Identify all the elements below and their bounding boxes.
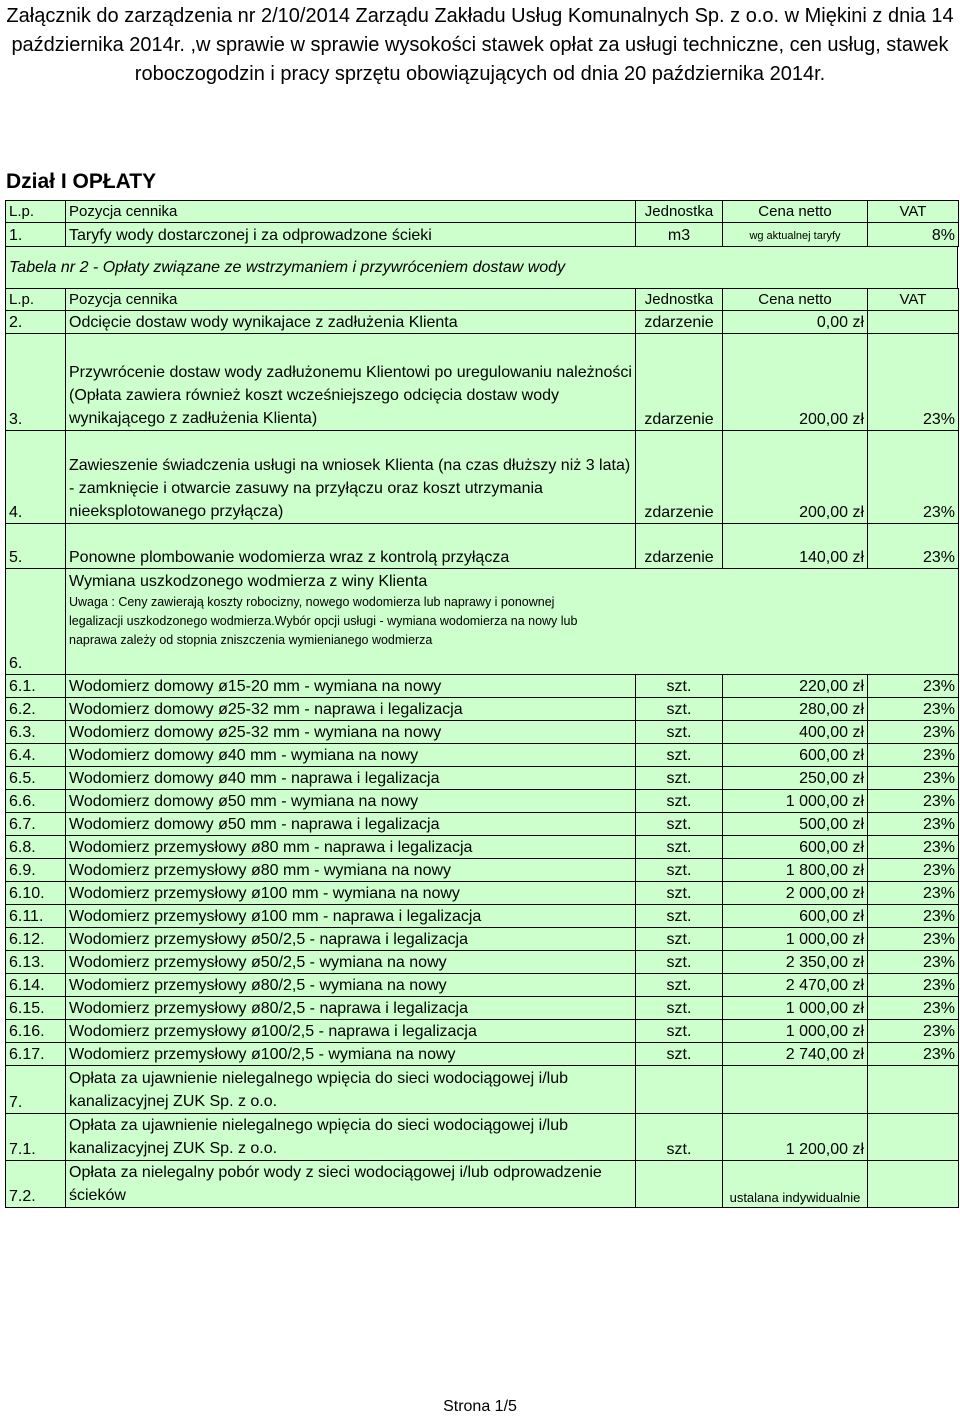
table-row	[6, 790, 959, 813]
cell-cena: 200,00 zł	[723, 431, 868, 524]
table-row	[6, 1114, 959, 1161]
section-heading: Dział I OPŁATY	[6, 170, 157, 193]
cell-vat: 23%	[868, 974, 959, 997]
cell-lp: 5.	[6, 524, 66, 569]
cell-jednostka	[636, 1161, 723, 1208]
cell-vat: 23%	[868, 882, 959, 905]
cell-jednostka: szt.	[636, 1114, 723, 1161]
table-row	[6, 997, 959, 1020]
cell-cena: 1 000,00 zł	[723, 928, 868, 951]
header-pozycja: Pozycja cennika	[66, 201, 636, 223]
cell-vat: 23%	[868, 836, 959, 859]
cell-pozycja	[66, 569, 959, 675]
table-row	[6, 951, 959, 974]
cell-lp: 6.2.	[6, 698, 66, 721]
cell-vat: 23%	[868, 928, 959, 951]
header-lp: L.p.	[6, 289, 66, 311]
cell-jednostka: szt.	[636, 836, 723, 859]
cell-jednostka: szt.	[636, 721, 723, 744]
table-row	[6, 974, 959, 997]
cell-lp: 6.16.	[6, 1020, 66, 1043]
cell-pozycja: Wodomierz przemysłowy ø80 mm - naprawa i legalizacja	[66, 836, 636, 859]
table-row	[6, 431, 959, 524]
cell-vat: 23%	[868, 951, 959, 974]
cell-cena: 2 350,00 zł	[723, 951, 868, 974]
cell-jednostka: szt.	[636, 951, 723, 974]
cell-vat: 23%	[868, 721, 959, 744]
cell-vat: 23%	[868, 744, 959, 767]
cell-cena: 1 800,00 zł	[723, 859, 868, 882]
cell-vat: 23%	[868, 859, 959, 882]
cell-pozycja: Przywrócenie dostaw wody zadłużonemu Klientowi po uregulowaniu należności (Opłata zawiera również koszt wcześniejszego odcięcia dostaw wody wynikającego z zadłużenia Klienta)	[66, 334, 636, 431]
table-row	[6, 1043, 959, 1066]
cell-pozycja: Wodomierz domowy ø40 mm - wymiana na nowy	[66, 744, 636, 767]
table-row	[6, 334, 959, 431]
cell-pozycja: Wodomierz przemysłowy ø100 mm - wymiana na nowy	[66, 882, 636, 905]
cell-cena: 0,00 zł	[723, 311, 868, 334]
cell-jednostka: szt.	[636, 675, 723, 698]
cell-vat: 23%	[868, 334, 959, 431]
table-2-caption	[5, 246, 958, 289]
cell-lp: 6.4.	[6, 744, 66, 767]
cell-vat: 23%	[868, 1020, 959, 1043]
table-row	[6, 524, 959, 569]
cell-lp: 6.10.	[6, 882, 66, 905]
cell-lp: 6.7.	[6, 813, 66, 836]
cell-pozycja: Zawieszenie świadczenia usługi na wniosek Klienta (na czas dłuższy niż 3 lata) - zamknięcie i otwarcie zasuwy na przyłączu oraz koszt utrzymania nieeksplotowanego przyłącza)	[66, 431, 636, 524]
table-row	[6, 1066, 959, 1114]
cell-lp: 6.	[6, 569, 66, 675]
cell-vat: 23%	[868, 905, 959, 928]
cell-pozycja: Wodomierz domowy ø50 mm - naprawa i legalizacja	[66, 813, 636, 836]
cell-cena: 600,00 zł	[723, 744, 868, 767]
cell-vat: 23%	[868, 431, 959, 524]
cell-cena: 1 000,00 zł	[723, 997, 868, 1020]
table-row	[6, 905, 959, 928]
cell-jednostka: szt.	[636, 1020, 723, 1043]
cell-pozycja: Wodomierz przemysłowy ø80/2,5 - wymiana na nowy	[66, 974, 636, 997]
page-number: Strona 1/5	[443, 1398, 517, 1415]
table-row	[6, 1020, 959, 1043]
table-row	[6, 223, 959, 247]
table-row	[6, 311, 959, 334]
cell-jednostka: zdarzenie	[636, 431, 723, 524]
cell-lp: 6.5.	[6, 767, 66, 790]
cell-cena: 200,00 zł	[723, 334, 868, 431]
cell-vat: 23%	[868, 767, 959, 790]
table-row	[6, 569, 959, 675]
row-6-title: Wymiana uszkodzonego wodmierza z winy Klienta	[69, 573, 428, 590]
cell-vat	[868, 1161, 959, 1208]
cell-cena: 220,00 zł	[723, 675, 868, 698]
cell-lp: 6.17.	[6, 1043, 66, 1066]
cell-lp: 3.	[6, 334, 66, 431]
cell-lp: 6.11.	[6, 905, 66, 928]
cell-cena: 400,00 zł	[723, 721, 868, 744]
cell-cena: 1 000,00 zł	[723, 790, 868, 813]
cell-lp: 7.2.	[6, 1161, 66, 1208]
table-row	[6, 836, 959, 859]
cell-lp: 6.1.	[6, 675, 66, 698]
cell-jednostka: szt.	[636, 928, 723, 951]
header-jednostka: Jednostka	[636, 289, 723, 311]
header-jednostka: Jednostka	[636, 201, 723, 223]
cell-jednostka: szt.	[636, 698, 723, 721]
cell-lp: 6.6.	[6, 790, 66, 813]
cell-cena: 600,00 zł	[723, 905, 868, 928]
cell-lp: 6.14.	[6, 974, 66, 997]
cell-cena: 1 200,00 zł	[723, 1114, 868, 1161]
cell-pozycja: Wodomierz przemysłowy ø50/2,5 - naprawa i legalizacja	[66, 928, 636, 951]
table-row	[6, 928, 959, 951]
cell-pozycja: Odcięcie dostaw wody wynikajace z zadłużenia Klienta	[66, 311, 636, 334]
table-row	[6, 859, 959, 882]
cell-lp: 6.15.	[6, 997, 66, 1020]
cell-cena: 140,00 zł	[723, 524, 868, 569]
table-row	[6, 698, 959, 721]
table-2	[5, 288, 959, 1208]
cell-pozycja: Wodomierz domowy ø25-32 mm - naprawa i legalizacja	[66, 698, 636, 721]
cell-vat: 23%	[868, 813, 959, 836]
header-vat: VAT	[868, 289, 959, 311]
cell-pozycja: Wodomierz przemysłowy ø80 mm - wymiana na nowy	[66, 859, 636, 882]
cell-jednostka: szt.	[636, 905, 723, 928]
cell-vat: 23%	[868, 997, 959, 1020]
table-row	[6, 744, 959, 767]
cell-cena: 250,00 zł	[723, 767, 868, 790]
table-2-caption-text: Tabela nr 2 - Opłaty związane ze wstrzymaniem i przywróceniem dostaw wody	[6, 247, 958, 289]
header-cena: Cena netto	[723, 289, 868, 311]
table-row	[6, 813, 959, 836]
cell-lp: 7.1.	[6, 1114, 66, 1161]
header-vat: VAT	[868, 201, 959, 223]
table-row	[6, 675, 959, 698]
cell-jednostka: zdarzenie	[636, 311, 723, 334]
cell-pozycja: Wodomierz domowy ø15-20 mm - wymiana na nowy	[66, 675, 636, 698]
cell-jednostka: zdarzenie	[636, 334, 723, 431]
cell-cena: 2 000,00 zł	[723, 882, 868, 905]
cell-cena: wg aktualnej taryfy	[723, 223, 868, 247]
cell-lp: 6.13.	[6, 951, 66, 974]
cell-vat: 23%	[868, 790, 959, 813]
cell-jednostka: szt.	[636, 1043, 723, 1066]
table-row	[6, 882, 959, 905]
cell-vat: 23%	[868, 698, 959, 721]
cell-lp: 6.9.	[6, 859, 66, 882]
cell-pozycja: Wodomierz przemysłowy ø100/2,5 - naprawa i legalizacja	[66, 1020, 636, 1043]
cell-pozycja: Wodomierz przemysłowy ø50/2,5 - wymiana na nowy	[66, 951, 636, 974]
header-lp: L.p.	[6, 201, 66, 223]
cell-jednostka: szt.	[636, 744, 723, 767]
cell-lp: 2.	[6, 311, 66, 334]
cell-jednostka: m3	[636, 223, 723, 247]
cell-pozycja: Opłata za ujawnienie nielegalnego wpięcia do sieci wodociągowej i/lub kanalizacyjnej ZUK Sp. z o.o.	[66, 1066, 636, 1114]
cell-cena: 280,00 zł	[723, 698, 868, 721]
cell-pozycja: Wodomierz domowy ø50 mm - wymiana na nowy	[66, 790, 636, 813]
cell-lp: 4.	[6, 431, 66, 524]
cell-cena: 2 740,00 zł	[723, 1043, 868, 1066]
cell-jednostka: szt.	[636, 790, 723, 813]
row-6-note: Uwaga : Ceny zawierają koszty robocizny, nowego wodomierza lub naprawy i ponownej legalizacji uszkodzonego wodmierza.Wybór opcji usługi - wymiana wodomierza na nowy lub naprawa zależy od stopnia zniszczenia wymienianego wodmierza	[69, 595, 578, 647]
table-header-row	[6, 201, 959, 223]
cell-pozycja: Opłata za nielegalny pobór wody z sieci wodociągowej i/lub odprowadzenie ścieków	[66, 1161, 636, 1208]
cell-cena: ustalana indywidualnie	[723, 1161, 868, 1208]
cell-vat: 23%	[868, 675, 959, 698]
table-row	[6, 721, 959, 744]
cell-vat: 8%	[868, 223, 959, 247]
cell-pozycja: Wodomierz przemysłowy ø100 mm - naprawa i legalizacja	[66, 905, 636, 928]
cell-pozycja: Wodomierz domowy ø40 mm - naprawa i legalizacja	[66, 767, 636, 790]
header-pozycja: Pozycja cennika	[66, 289, 636, 311]
cell-jednostka: szt.	[636, 767, 723, 790]
cell-lp: 6.8.	[6, 836, 66, 859]
cell-lp: 6.12.	[6, 928, 66, 951]
cell-jednostka: szt.	[636, 813, 723, 836]
cell-lp: 7.	[6, 1066, 66, 1114]
cell-lp: 6.3.	[6, 721, 66, 744]
cell-jednostka: szt.	[636, 997, 723, 1020]
cell-pozycja: Wodomierz przemysłowy ø80/2,5 - naprawa i legalizacja	[66, 997, 636, 1020]
cell-vat: 23%	[868, 1043, 959, 1066]
cell-vat: 23%	[868, 524, 959, 569]
cell-pozycja: Ponowne plombowanie wodomierza wraz z kontrolą przyłącza	[66, 524, 636, 569]
cell-pozycja: Wodomierz przemysłowy ø100/2,5 - wymiana na nowy	[66, 1043, 636, 1066]
cell-cena: 600,00 zł	[723, 836, 868, 859]
document-title: Załącznik do zarządzenia nr 2/10/2014 Zarządu Zakładu Usług Komunalnych Sp. z o.o. w Miękini z dnia 14 października 2014r. ,w sprawie w sprawie wysokości stawek opłat za usługi techniczne, cen usług, stawek roboczogodzin i pracy sprzętu obowiązujących od dnia 20 października 2014r.	[6, 5, 954, 85]
cell-cena: 500,00 zł	[723, 813, 868, 836]
table-row	[6, 767, 959, 790]
table-1	[5, 200, 959, 247]
table-header-row	[6, 289, 959, 311]
cell-cena: 1 000,00 zł	[723, 1020, 868, 1043]
table-row	[6, 1161, 959, 1208]
cell-jednostka: szt.	[636, 974, 723, 997]
cell-pozycja: Opłata za ujawnienie nielegalnego wpięcia do sieci wodociągowej i/lub kanalizacyjnej ZUK Sp. z o.o.	[66, 1114, 636, 1161]
cell-vat	[868, 311, 959, 334]
cell-pozycja: Wodomierz domowy ø25-32 mm - wymiana na nowy	[66, 721, 636, 744]
header-cena: Cena netto	[723, 201, 868, 223]
cell-lp: 1.	[6, 223, 66, 247]
cell-jednostka: szt.	[636, 882, 723, 905]
cell-jednostka: zdarzenie	[636, 524, 723, 569]
cell-jednostka: szt.	[636, 859, 723, 882]
cell-cena: 2 470,00 zł	[723, 974, 868, 997]
cell-vat	[868, 1114, 959, 1161]
cell-pozycja: Taryfy wody dostarczonej i za odprowadzone ścieki	[66, 223, 636, 247]
